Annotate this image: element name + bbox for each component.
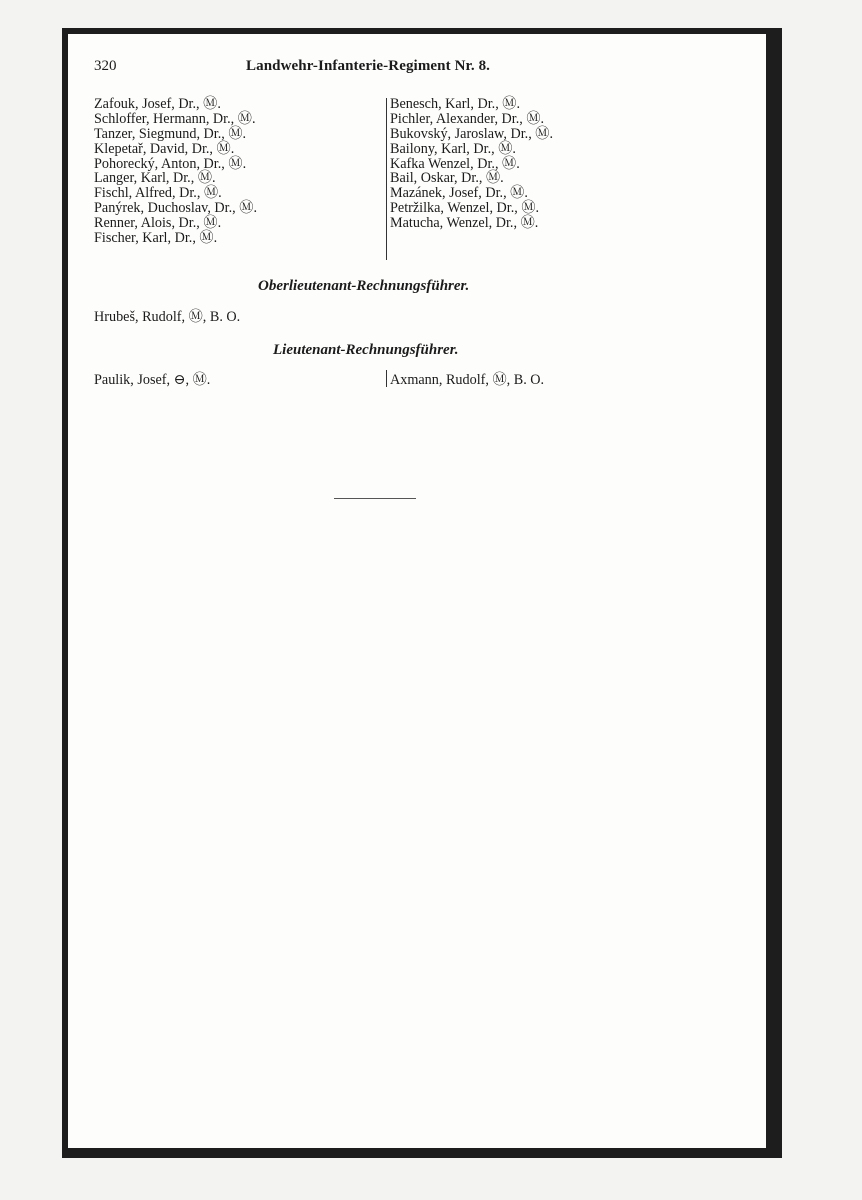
list-item: Schloffer, Hermann, Dr., Ⓜ. — [94, 110, 256, 127]
list-item: Kafka Wenzel, Dr., Ⓜ. — [390, 155, 520, 172]
section-title-oberlieutenant: Oberlieutenant-Rechnungsführer. — [258, 278, 470, 294]
officer-list-left — [94, 97, 384, 246]
list-item: Bukovský, Jaroslaw, Dr., Ⓜ. — [390, 125, 554, 142]
end-rule — [334, 498, 416, 499]
list-item: Panýrek, Duchoslav, Dr., Ⓜ. — [94, 200, 257, 217]
list-item: Klepetař, David, Dr., Ⓜ. — [94, 140, 235, 157]
list-item: Langer, Karl, Dr., Ⓜ. — [94, 170, 216, 187]
running-title: Landwehr-Infanterie-Regiment Nr. 8. — [246, 58, 491, 74]
list-item: Tanzer, Siegmund, Dr., Ⓜ. — [94, 125, 247, 142]
list-item: Petržilka, Wenzel, Dr., Ⓜ. — [390, 200, 540, 217]
list-item: Bail, Oskar, Dr., Ⓜ. — [390, 170, 504, 187]
officer-list-right — [390, 97, 690, 231]
column-divider — [386, 98, 387, 260]
list-item: Mazánek, Josef, Dr., Ⓜ. — [390, 185, 528, 202]
page-header — [94, 58, 614, 80]
list-item: Pichler, Alexander, Dr., Ⓜ. — [390, 110, 545, 127]
list-item: Bailony, Karl, Dr., Ⓜ. — [390, 140, 516, 157]
page-number: 320 — [94, 58, 117, 74]
list-item: Matucha, Wenzel, Dr., Ⓜ. — [390, 215, 539, 232]
list-item: Fischer, Karl, Dr., Ⓜ. — [94, 230, 218, 247]
list-item: Fischl, Alfred, Dr., Ⓜ. — [94, 185, 222, 202]
list-item: Zafouk, Josef, Dr., Ⓜ. — [94, 96, 221, 112]
list-item: Benesch, Karl, Dr., Ⓜ. — [390, 96, 521, 112]
list-item: Axmann, Rudolf, Ⓜ, B. O. — [390, 372, 545, 388]
list-item: Paulik, Josef, ⊖, Ⓜ. — [94, 372, 211, 388]
list-item: Renner, Alois, Dr., Ⓜ. — [94, 215, 222, 232]
list-item: Hrubeš, Rudolf, Ⓜ, B. O. — [94, 309, 241, 325]
column-divider — [386, 370, 387, 387]
section-title-lieutenant: Lieutenant-Rechnungsführer. — [273, 342, 459, 358]
list-item: Pohorecký, Anton, Dr., Ⓜ. — [94, 155, 247, 172]
